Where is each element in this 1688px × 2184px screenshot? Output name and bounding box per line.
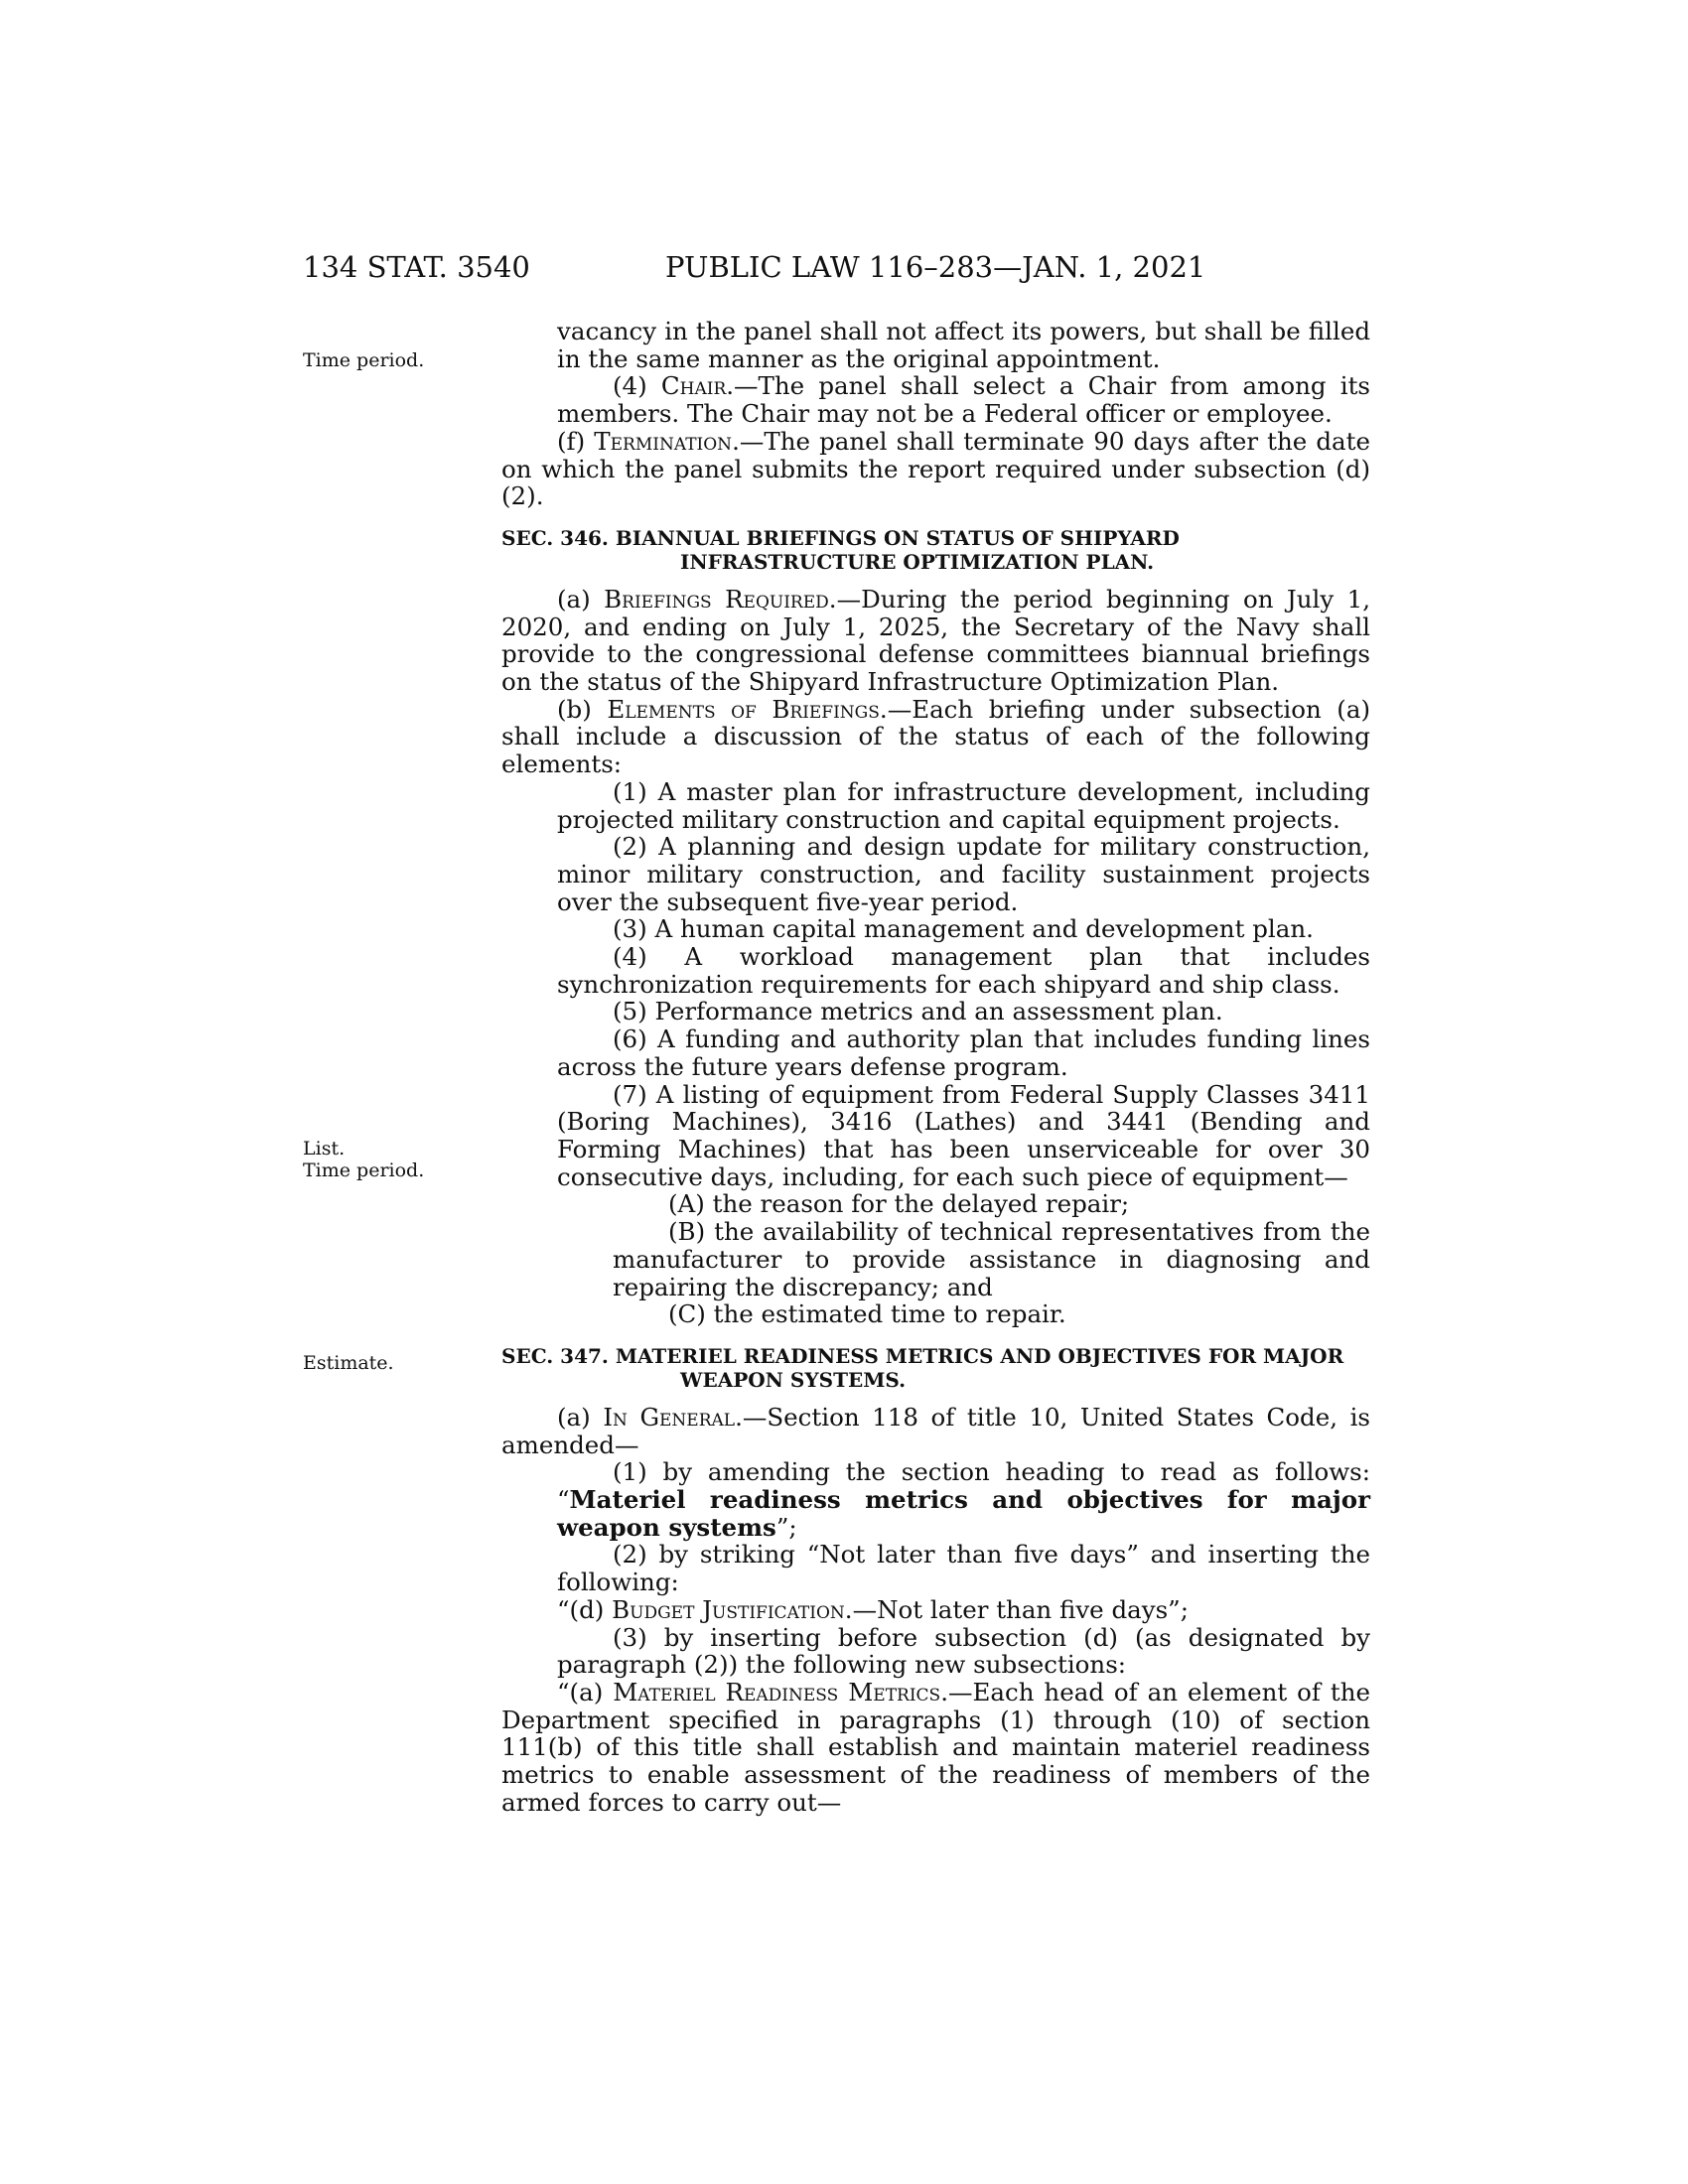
paragraph-number: (4)	[613, 371, 661, 401]
paragraph-number: (a)	[557, 584, 605, 614]
amendment-3: (3) by inserting before subsection (d) (as designated by paragraph (2)) the following new subsections:	[557, 1622, 1370, 1680]
quoted-subsection-d	[501, 1596, 1370, 1624]
element-7-c: (C) the estimated time to repair.	[668, 1299, 1066, 1329]
paragraph-termination	[501, 428, 1370, 510]
margin-note-time-period: Time period.	[303, 1160, 425, 1181]
amendment-1	[501, 1458, 1370, 1541]
paragraph-vacancy: vacancy in the panel shall not affect its powers, but shall be filled in the same manner as the original appointment.	[557, 317, 1370, 373]
paragraph-text: .—Each briefing under subsection (a) shall include a discussion of the status of each of the following elements:	[501, 694, 1371, 779]
paragraph-text: .—Section 118 of title 10, United States Code, is amended—	[501, 1402, 1370, 1459]
element-6: (6) A funding and authority plan that includes funding lines across the future years defense program.	[557, 1024, 1370, 1081]
element-2: (2) A planning and design update for military construction, minor military construction, and facility sustainment projects over the subsequent five-year period.	[557, 832, 1370, 916]
amendment-2: (2) by striking “Not later than five days” and inserting the following:	[557, 1540, 1370, 1597]
paragraph-heading: Materiel Readiness Metrics	[613, 1677, 941, 1706]
paragraph-text: .—The panel shall terminate 90 days after the date on which the panel submits the report required under subsection (d)(2).	[501, 426, 1371, 511]
margin-note-list: List.	[303, 1138, 346, 1160]
section-346-heading: SEC. 346. BIANNUAL BRIEFINGS ON STATUS OF SHIPYARD INFRASTRUCTURE OPTIMIZATION PLAN.	[501, 525, 1180, 574]
paragraph-heading: Budget Justification	[612, 1594, 845, 1624]
element-7-a: (A) the reason for the delayed repair;	[668, 1189, 1130, 1219]
paragraph-number: “(a)	[557, 1677, 614, 1706]
element-4: (4) A workload management plan that includes synchronization requirements for each shipyard and ship class.	[557, 942, 1370, 999]
paragraph-heading: Termination	[594, 426, 733, 456]
amended-heading: Materiel readiness metrics and objectives for major weapon systems	[557, 1485, 1370, 1542]
element-5: (5) Performance metrics and an assessment plan.	[613, 997, 1223, 1026]
document-body	[501, 318, 1370, 1816]
paragraph-text: .—Each head of an element of the Department specified in paragraphs (1) through (10) of section 111(b) of this title shall establish and maintain materiel readiness metrics to enable assessment of the readiness of members of the armed forces to carry out—	[501, 1677, 1370, 1817]
element-7-b: (B) the availability of technical representatives from the manufacturer to provide assistance in diagnosing and repairing the discrepancy; and	[613, 1217, 1370, 1301]
section-347-heading: SEC. 347. MATERIEL READINESS METRICS AND OBJECTIVES FOR MAJOR WEAPON SYSTEMS.	[501, 1343, 1344, 1392]
paragraph-heading: Briefings Required	[604, 584, 829, 614]
element-1: (1) A master plan for infrastructure development, including projected military construction and capital equipment projects.	[557, 776, 1370, 834]
element-3: (3) A human capital management and development plan.	[613, 914, 1314, 944]
element-7: (7) A listing of equipment from Federal Supply Classes 3411 (Boring Machines), 3416 (Lathes) and 3441 (Bending and Forming Machines) that has been unserviceable for over 30 consecutive days, including, for each such piece of equipment—	[557, 1079, 1370, 1191]
paragraph-text: .—Not later than five days”;	[844, 1594, 1189, 1624]
section-346-a	[501, 586, 1370, 696]
paragraph-heading: In General	[603, 1402, 736, 1432]
paragraph-text: .—The panel shall select a Chair from among its members. The Chair may not be a Federal officer or employee.	[557, 371, 1370, 429]
amendment-text: (1) by amending the section heading to read as follows: “	[557, 1457, 1370, 1515]
paragraph-chair	[501, 372, 1370, 427]
page-header	[303, 250, 1370, 290]
paragraph-text: .—During the period beginning on July 1, 2020, and ending on July 1, 2025, the Secretary of the Navy shall provide to the congressional defense committees biannual briefings on the status of the Shipyard Infrastructure Optimization Plan.	[501, 584, 1370, 697]
paragraph-number: “(d)	[557, 1594, 613, 1624]
paragraph-heading: Chair	[660, 371, 727, 401]
paragraph-heading: Elements of Briefings	[607, 694, 880, 724]
paragraph-number: (a)	[557, 1402, 604, 1432]
law-title: PUBLIC LAW 116–283—JAN. 1, 2021	[665, 250, 1206, 284]
section-346-b	[501, 696, 1370, 778]
margin-note-time-period: Time period.	[303, 349, 425, 371]
paragraph-number: (f)	[557, 426, 595, 456]
margin-note-estimate: Estimate.	[303, 1352, 394, 1374]
stat-page-number: 134 STAT. 3540	[303, 250, 530, 284]
paragraph-number: (b)	[557, 694, 608, 724]
amendment-text: ”;	[775, 1512, 797, 1542]
section-347-a	[501, 1404, 1370, 1458]
quoted-subsection-a	[501, 1679, 1370, 1817]
